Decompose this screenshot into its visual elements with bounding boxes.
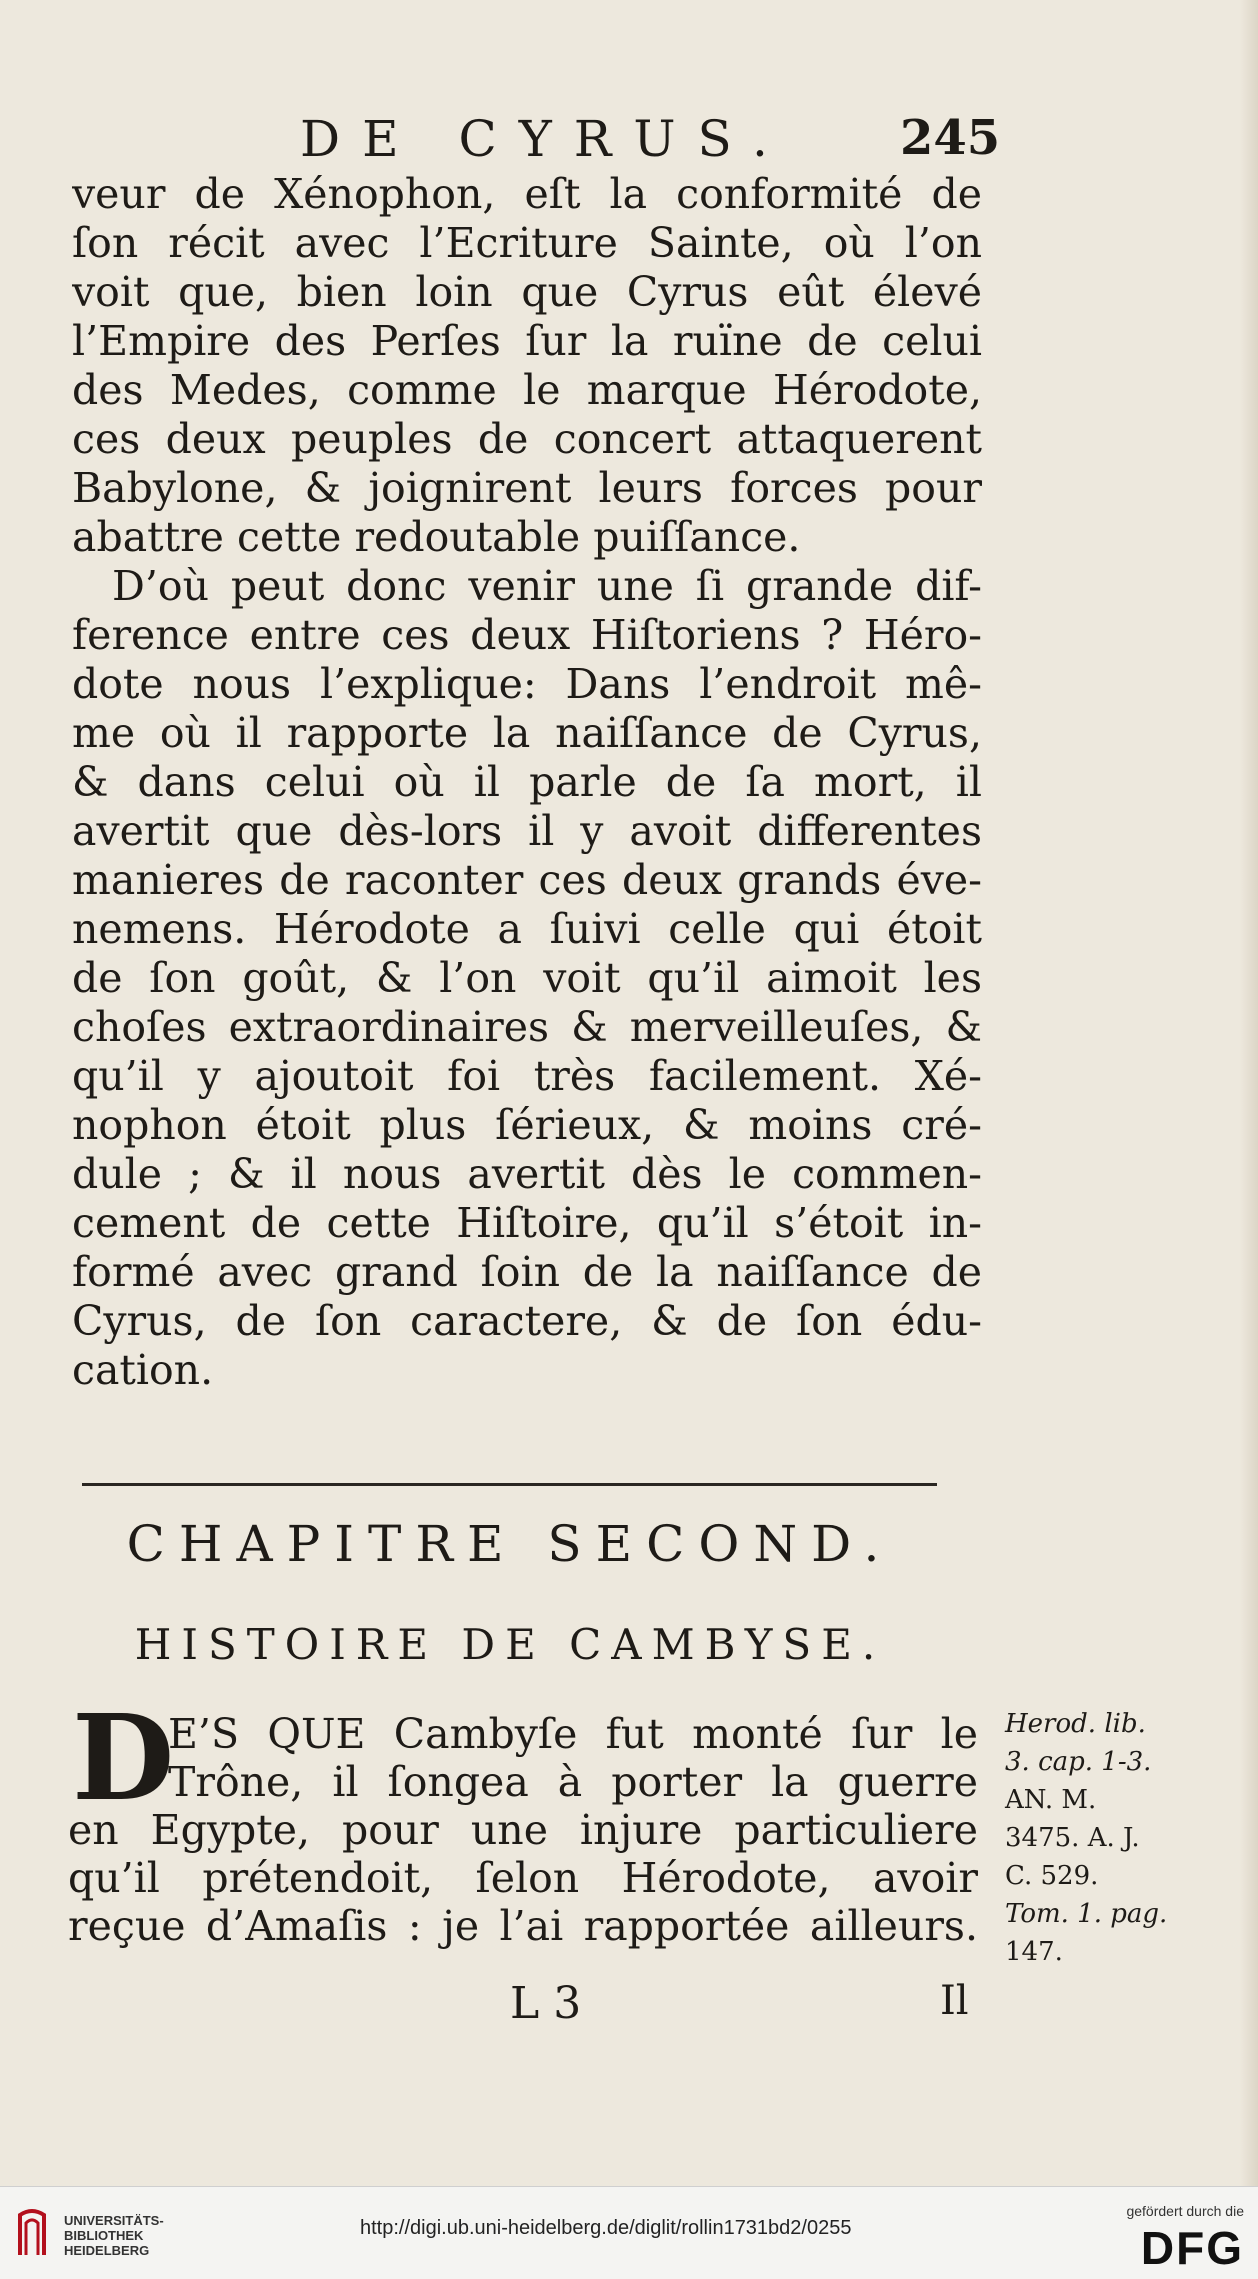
signature-mark: L 3	[510, 1978, 582, 2029]
text-line: Cyrus, de ſon caractere, & de ſon édu-	[72, 1297, 982, 1345]
margin-note-line: AN. M.	[1005, 1785, 1097, 1815]
text-line: ſon récit avec l’Ecriture Sainte, où l’on	[72, 219, 982, 267]
viewer-footer	[0, 2186, 1258, 2279]
chapter-title: CHAPITRE SECOND.	[126, 1515, 894, 1573]
margin-note-line: 3. cap. 1-3.	[1005, 1747, 1152, 1777]
text-line: me où il rapporte la naiſſance de Cyrus,	[72, 709, 982, 757]
margin-note	[1005, 1705, 1175, 1971]
dfg-logo[interactable]: DFG	[1140, 2222, 1244, 2274]
text-line: l’Empire des Perſes ſur la ruïne de celui	[72, 317, 982, 365]
text-line: veur de Xénophon, eſt la conformité de	[72, 170, 982, 218]
body-text	[72, 170, 982, 1395]
margin-note-line: 147.	[1005, 1937, 1063, 1967]
text-line: dule ; & il nous avertit dès le commen-	[72, 1150, 982, 1198]
text-line: formé avec grand ſoin de la naiſſance de	[72, 1248, 982, 1296]
text-line: cation.	[72, 1346, 214, 1394]
text-line: & dans celui où il parle de ſa mort, il	[72, 758, 982, 806]
text-line: nemens. Hérodote a ſuivi celle qui étoit	[72, 905, 982, 953]
chapter-subtitle: HISTOIRE DE CAMBYSE.	[134, 1620, 886, 1669]
margin-note-line: Herod. lib.	[1005, 1709, 1146, 1739]
catchword: Il	[940, 1978, 969, 2024]
margin-note-line: C. 529.	[1005, 1861, 1099, 1891]
page-number: 245	[900, 110, 1001, 166]
running-head-title: DE CYRUS.	[300, 110, 790, 168]
text-line: des Medes, comme le marque Hérodote,	[72, 366, 982, 414]
page-edge	[1240, 0, 1258, 2186]
text-line: qu’il prétendoit, ſelon Hérodote, avoir	[68, 1854, 978, 1902]
library-logo-icon	[14, 2205, 50, 2259]
text-line: ces deux peuples de concert attaquerent	[72, 415, 982, 463]
text-line: choſes extraordinaires & merveilleuſes, &	[72, 1003, 982, 1051]
text-line: abattre cette redoutable puiſſance.	[72, 513, 801, 561]
text-line: dote nous l’explique: Dans l’endroit mê-	[72, 660, 982, 708]
text-line: reçue d’Amaſis : je l’ai rapportée ailleurs.	[68, 1902, 978, 1950]
section-rule	[82, 1483, 937, 1486]
text-line: E’S QUE Cambyſe fut monté ſur le	[168, 1710, 978, 1758]
text-line: qu’il y ajoutoit foi très facilement. Xé-	[72, 1052, 982, 1100]
text-line: cement de cette Hiſtoire, qu’il s’étoit in-	[72, 1199, 982, 1247]
text-line: voit que, bien loin que Cyrus eût élevé	[72, 268, 982, 316]
library-name: UNIVERSITÄTS- BIBLIOTHEK HEIDELBERG	[64, 2213, 164, 2258]
text-line: D’où peut donc venir une ſi grande dif-	[112, 562, 982, 610]
margin-note-line: Tom. 1. pag.	[1005, 1899, 1168, 1929]
page-url-link[interactable]: http://digi.ub.uni-heidelberg.de/diglit/rollin1731bd2/0255	[360, 2217, 852, 2239]
text-line: de ſon goût, & l’on voit qu’il aimoit les	[72, 954, 982, 1002]
funded-by-label: gefördert durch die	[1126, 2203, 1244, 2219]
text-line: en Egypte, pour une injure particuliere	[68, 1806, 978, 1854]
text-line: ference entre ces deux Hiſtoriens ? Héro-	[72, 611, 982, 659]
text-line: avertit que dès-lors il y avoit differentes	[72, 807, 982, 855]
text-line: manieres de raconter ces deux grands éve-	[72, 856, 982, 904]
drop-cap: D	[72, 1688, 175, 1827]
text-line: nophon étoit plus ſérieux, & moins cré-	[72, 1101, 982, 1149]
chapter-text	[68, 1688, 978, 1950]
running-head	[300, 110, 1000, 170]
margin-note-line: 3475. A. J.	[1005, 1823, 1140, 1853]
text-line: Trône, il ſongea à porter la guerre	[168, 1758, 978, 1806]
text-line: Babylone, & joignirent leurs forces pour	[72, 464, 982, 512]
